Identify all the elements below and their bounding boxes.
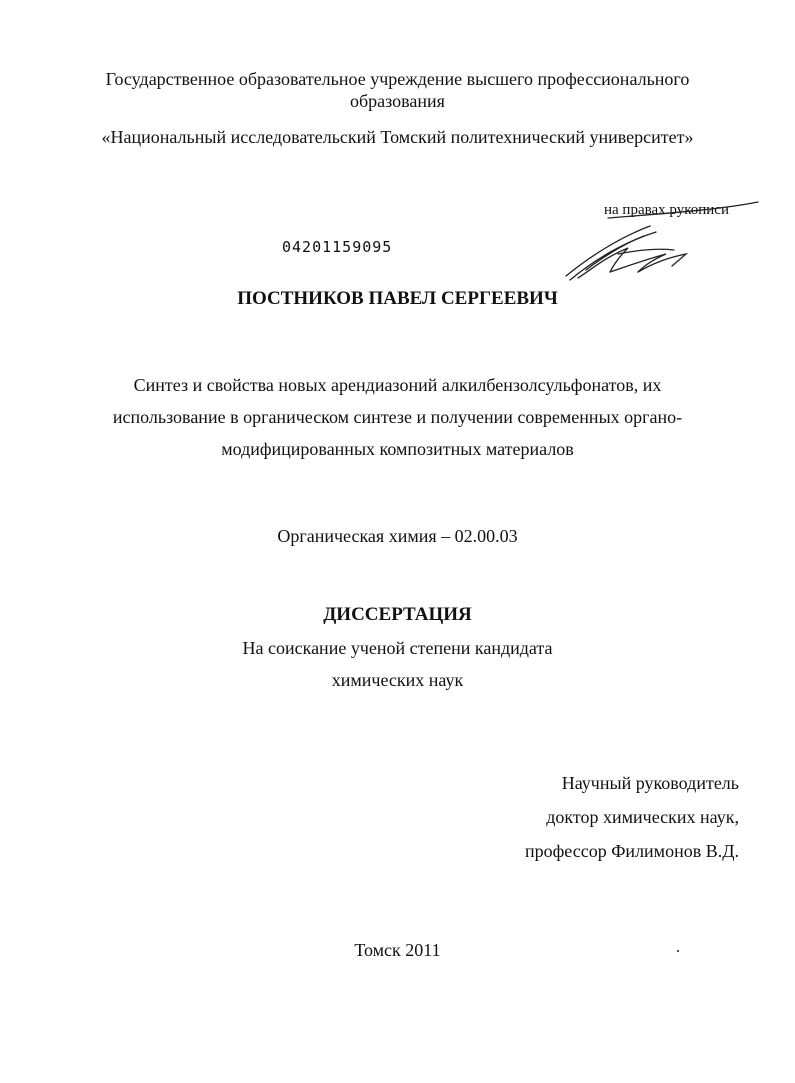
supervisor-line-2: доктор химических наук, [546,807,739,827]
thesis-title-line-2: использование в органическом синтезе и получении современных органо- [112,407,683,427]
university-name: «Национальный исследовательский Томский политехнический университет» [101,127,694,147]
stamp-number: 04201159095 [282,238,393,256]
author-name: ПОСТНИКОВ ПАВЕЛ СЕРГЕЕВИЧ [237,288,558,309]
specialty: Органическая химия – 02.00.03 [277,526,518,546]
signature-icon [548,196,763,288]
document-type: ДИССЕРТАЦИЯ [323,604,472,625]
institution-line-1: Государственное образовательное учреждение высшего профессионального [105,69,690,89]
degree-line-1: На соискание ученой степени кандидата [242,638,553,658]
degree-line-2: химических наук [331,670,464,690]
manuscript-note: на правах рукописи [604,202,729,218]
thesis-title-line-3: модифицированных композитных материалов [221,439,574,459]
thesis-title-line-1: Синтез и свойства новых арендиазоний алкилбензолсульфонатов, их [133,375,662,395]
place-year: Томск 2011 [354,940,441,960]
institution-line-2: образования [350,91,445,111]
supervisor-line-1: Научный руководитель [561,773,739,793]
supervisor-line-3: профессор Филимонов В.Д. [525,841,739,861]
scan-speck [677,950,679,952]
